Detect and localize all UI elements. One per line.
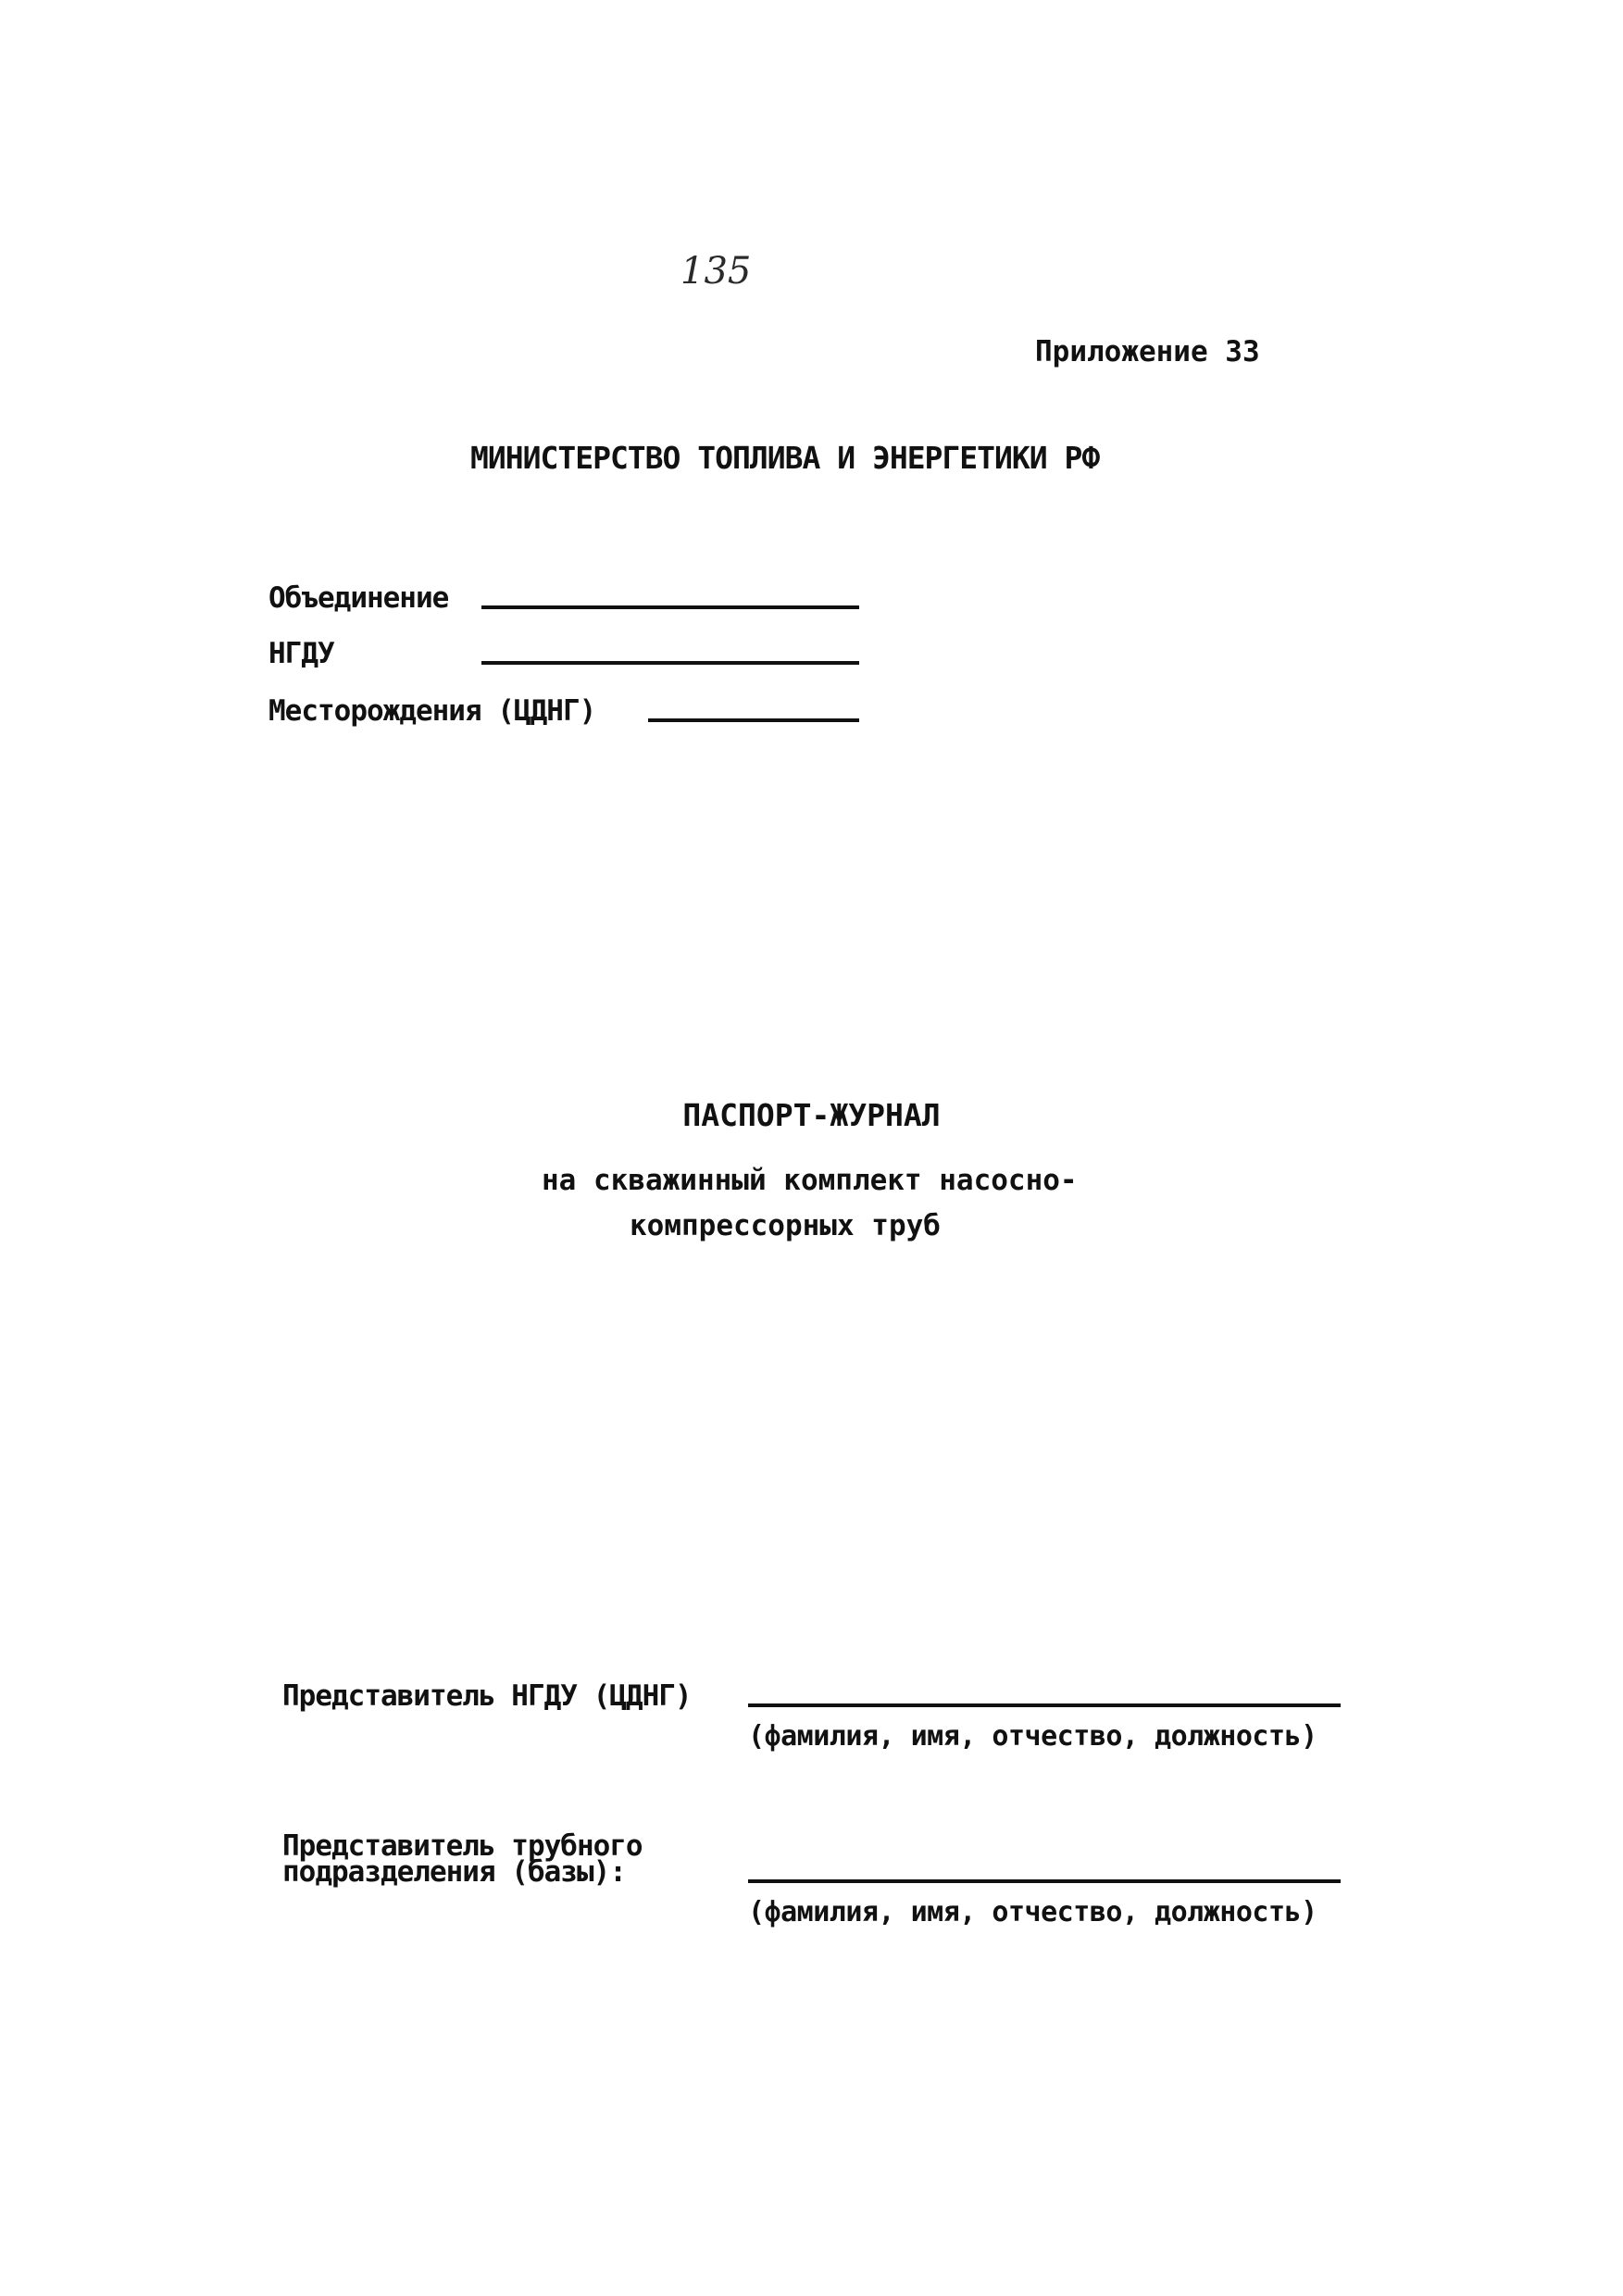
page-number: 135 — [680, 250, 752, 293]
document-subtitle-line2: компрессорных труб — [630, 1209, 941, 1242]
field-fill-line — [648, 718, 859, 722]
ngdu-representative-label: Представитель НГДУ (ЦДНГ) — [282, 1679, 692, 1713]
association-fill-line — [481, 605, 859, 609]
association-label: Объединение — [268, 581, 449, 615]
ngdu-representative-fill-line — [748, 1703, 1341, 1707]
pipe-representative-hint: (фамилия, имя, отчество, должность) — [748, 1896, 1317, 1928]
pipe-representative-fill-line — [748, 1879, 1341, 1883]
ministry-heading: МИНИСТЕРСТВО ТОПЛИВА И ЭНЕРГЕТИКИ РФ — [470, 440, 1100, 476]
pipe-representative-label-line1: Представитель трубного — [282, 1829, 643, 1863]
pipe-representative-label-line2: подразделения (базы): — [282, 1855, 626, 1889]
ngdu-fill-line — [481, 661, 859, 665]
document-subtitle-line1: на скважинный комплект насосно- — [542, 1164, 1078, 1197]
ngdu-representative-hint: (фамилия, имя, отчество, должность) — [748, 1720, 1317, 1753]
ngdu-label: НГДУ — [268, 637, 334, 670]
appendix-label: Приложение 33 — [1035, 335, 1260, 368]
document-title: ПАСПОРТ-ЖУРНАЛ — [682, 1097, 941, 1133]
field-label: Месторождения (ЦДНГ) — [268, 694, 596, 728]
